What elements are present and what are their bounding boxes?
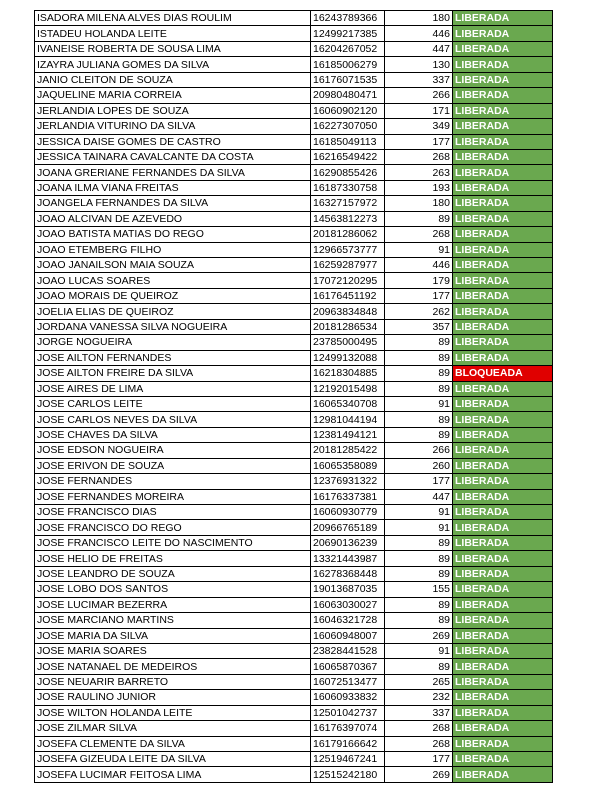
status-cell: LIBERADA [453,335,553,350]
status-cell: LIBERADA [453,613,553,628]
id-number-cell: 12376931322 [311,474,385,489]
id-number-cell: 16065340708 [311,396,385,411]
id-number-cell: 16176397074 [311,721,385,736]
table-row [35,211,553,226]
table-row [35,242,553,257]
value-cell: 260 [385,458,453,473]
table-row [35,458,553,473]
status-cell: LIBERADA [453,350,553,365]
id-number-cell: 16060902120 [311,103,385,118]
beneficiary-table [34,10,553,783]
value-cell: 357 [385,319,453,334]
name-cell: JOSE ZILMAR SILVA [35,721,311,736]
id-number-cell: 17072120295 [311,273,385,288]
value-cell: 268 [385,227,453,242]
name-cell: JOSE CARLOS LEITE [35,396,311,411]
status-cell: LIBERADA [453,752,553,767]
table-row [35,396,553,411]
value-cell: 91 [385,242,453,257]
table-row [35,149,553,164]
status-cell: LIBERADA [453,551,553,566]
name-cell: ISTADEU HOLANDA LEITE [35,26,311,41]
table-row [35,613,553,628]
name-cell: JOSE LUCIMAR BEZERRA [35,597,311,612]
name-cell: JOSE RAULINO JUNIOR [35,690,311,705]
name-cell: JOAO ALCIVAN DE AZEVEDO [35,211,311,226]
id-number-cell: 13321443987 [311,551,385,566]
table-row [35,721,553,736]
value-cell: 265 [385,674,453,689]
name-cell: JOSEFA GIZEUDA LEITE DA SILVA [35,752,311,767]
value-cell: 89 [385,659,453,674]
table-row [35,520,553,535]
name-cell: JOAO LUCAS SOARES [35,273,311,288]
id-number-cell: 12515242180 [311,767,385,782]
id-number-cell: 16063030027 [311,597,385,612]
id-number-cell: 16278368448 [311,566,385,581]
status-cell: LIBERADA [453,566,553,581]
id-number-cell: 16290855426 [311,165,385,180]
status-cell: LIBERADA [453,582,553,597]
name-cell: JOSE NEUARIR BARRETO [35,674,311,689]
status-cell: LIBERADA [453,520,553,535]
name-cell: JOSE WILTON HOLANDA LEITE [35,705,311,720]
status-cell: LIBERADA [453,643,553,658]
value-cell: 337 [385,705,453,720]
id-number-cell: 16218304885 [311,366,385,381]
table-row [35,288,553,303]
value-cell: 89 [385,211,453,226]
value-cell: 177 [385,752,453,767]
id-number-cell: 23828441528 [311,643,385,658]
name-cell: JOSEFA LUCIMAR FEITOSA LIMA [35,767,311,782]
value-cell: 91 [385,643,453,658]
status-cell: LIBERADA [453,535,553,550]
value-cell: 91 [385,520,453,535]
status-cell: LIBERADA [453,736,553,751]
table-row [35,134,553,149]
status-cell: LIBERADA [453,288,553,303]
value-cell: 89 [385,366,453,381]
table-row [35,690,553,705]
status-cell: LIBERADA [453,659,553,674]
name-cell: JOSE AIRES DE LIMA [35,381,311,396]
status-cell: LIBERADA [453,258,553,273]
value-cell: 89 [385,412,453,427]
name-cell: JORDANA VANESSA SILVA NOGUEIRA [35,319,311,334]
name-cell: JOSE FRANCISCO DIAS [35,505,311,520]
name-cell: JOSE FRANCISCO DO REGO [35,520,311,535]
status-cell: LIBERADA [453,674,553,689]
value-cell: 89 [385,613,453,628]
table-row [35,258,553,273]
value-cell: 232 [385,690,453,705]
id-number-cell: 16187330758 [311,180,385,195]
status-cell: LIBERADA [453,196,553,211]
id-number-cell: 16046321728 [311,613,385,628]
id-number-cell: 20181286062 [311,227,385,242]
name-cell: JOSE FERNANDES MOREIRA [35,489,311,504]
status-cell: LIBERADA [453,11,553,26]
status-cell: LIBERADA [453,381,553,396]
name-cell: JOAO BATISTA MATIAS DO REGO [35,227,311,242]
value-cell: 89 [385,350,453,365]
name-cell: JOAO JANAILSON MAIA SOUZA [35,258,311,273]
table-row [35,57,553,72]
status-cell: LIBERADA [453,319,553,334]
name-cell: JERLANDIA VITURINO DA SILVA [35,119,311,134]
name-cell: IZAYRA JULIANA GOMES DA SILVA [35,57,311,72]
value-cell: 177 [385,134,453,149]
status-cell: LIBERADA [453,474,553,489]
status-cell: LIBERADA [453,489,553,504]
value-cell: 89 [385,335,453,350]
id-number-cell: 20963834848 [311,304,385,319]
table-row [35,767,553,782]
status-cell: LIBERADA [453,41,553,56]
value-cell: 263 [385,165,453,180]
status-cell: LIBERADA [453,227,553,242]
value-cell: 179 [385,273,453,288]
id-number-cell: 19013687035 [311,582,385,597]
name-cell: JOAO MORAIS DE QUEIROZ [35,288,311,303]
table-row [35,566,553,581]
status-cell: LIBERADA [453,767,553,782]
value-cell: 91 [385,505,453,520]
table-row [35,505,553,520]
value-cell: 269 [385,628,453,643]
table-row [35,597,553,612]
name-cell: JANIO CLEITON DE SOUZA [35,72,311,87]
value-cell: 130 [385,57,453,72]
name-cell: JAQUELINE MARIA CORREIA [35,88,311,103]
status-cell: LIBERADA [453,705,553,720]
id-number-cell: 16259287977 [311,258,385,273]
status-cell: LIBERADA [453,690,553,705]
id-number-cell: 16185006279 [311,57,385,72]
status-cell: LIBERADA [453,458,553,473]
table-row [35,412,553,427]
id-number-cell: 16227307050 [311,119,385,134]
value-cell: 155 [385,582,453,597]
name-cell: JOANA GRERIANE FERNANDES DA SILVA [35,165,311,180]
status-cell: LIBERADA [453,396,553,411]
status-cell: LIBERADA [453,242,553,257]
id-number-cell: 16243789366 [311,11,385,26]
status-cell: LIBERADA [453,180,553,195]
id-number-cell: 12519467241 [311,752,385,767]
status-cell: LIBERADA [453,26,553,41]
status-cell: LIBERADA [453,165,553,180]
id-number-cell: 20181286534 [311,319,385,334]
status-cell: LIBERADA [453,304,553,319]
name-cell: JOSE NATANAEL DE MEDEIROS [35,659,311,674]
status-cell: LIBERADA [453,273,553,288]
value-cell: 268 [385,721,453,736]
id-number-cell: 12192015498 [311,381,385,396]
id-number-cell: 16060933832 [311,690,385,705]
id-number-cell: 12499217385 [311,26,385,41]
value-cell: 447 [385,489,453,504]
table-row [35,196,553,211]
id-number-cell: 16176451192 [311,288,385,303]
table-row [35,381,553,396]
name-cell: JOSE FERNANDES [35,474,311,489]
name-cell: JOSE FRANCISCO LEITE DO NASCIMENTO [35,535,311,550]
table-row [35,674,553,689]
value-cell: 89 [385,566,453,581]
value-cell: 180 [385,11,453,26]
table-row [35,350,553,365]
id-number-cell: 23785000495 [311,335,385,350]
status-cell: LIBERADA [453,211,553,226]
status-cell: LIBERADA [453,134,553,149]
table-row [35,427,553,442]
status-cell: LIBERADA [453,443,553,458]
name-cell: JOSE HELIO DE FREITAS [35,551,311,566]
status-cell: LIBERADA [453,57,553,72]
table-row [35,72,553,87]
name-cell: JOSE AILTON FREIRE DA SILVA [35,366,311,381]
status-cell: LIBERADA [453,72,553,87]
value-cell: 89 [385,535,453,550]
table-row [35,335,553,350]
status-cell: LIBERADA [453,88,553,103]
table-row [35,736,553,751]
table-row [35,535,553,550]
value-cell: 177 [385,474,453,489]
table-row [35,659,553,674]
value-cell: 266 [385,443,453,458]
status-cell: LIBERADA [453,412,553,427]
name-cell: JESSICA DAISE GOMES DE CASTRO [35,134,311,149]
name-cell: JOSE MARIA SOARES [35,643,311,658]
value-cell: 266 [385,88,453,103]
table-row [35,11,553,26]
status-cell: LIBERADA [453,597,553,612]
status-cell: LIBERADA [453,103,553,118]
name-cell: JOSE LEANDRO DE SOUZA [35,566,311,581]
status-cell: LIBERADA [453,149,553,164]
value-cell: 349 [385,119,453,134]
table-row [35,304,553,319]
id-number-cell: 20181285422 [311,443,385,458]
value-cell: 268 [385,736,453,751]
value-cell: 177 [385,288,453,303]
id-number-cell: 16327157972 [311,196,385,211]
id-number-cell: 12981044194 [311,412,385,427]
status-cell: LIBERADA [453,427,553,442]
table-row [35,103,553,118]
table-row [35,165,553,180]
value-cell: 446 [385,258,453,273]
name-cell: JOSE LOBO DOS SANTOS [35,582,311,597]
value-cell: 171 [385,103,453,118]
value-cell: 262 [385,304,453,319]
name-cell: JOSE AILTON FERNANDES [35,350,311,365]
value-cell: 89 [385,381,453,396]
table-row [35,227,553,242]
table-row [35,366,553,381]
id-number-cell: 12499132088 [311,350,385,365]
table-row [35,443,553,458]
name-cell: JOSE CARLOS NEVES DA SILVA [35,412,311,427]
table-row [35,643,553,658]
table-row [35,319,553,334]
id-number-cell: 16176071535 [311,72,385,87]
value-cell: 89 [385,551,453,566]
table-row [35,26,553,41]
table-row [35,180,553,195]
table-row [35,88,553,103]
value-cell: 268 [385,149,453,164]
name-cell: JOSE EDSON NOGUEIRA [35,443,311,458]
value-cell: 180 [385,196,453,211]
name-cell: JERLANDIA LOPES DE SOUZA [35,103,311,118]
table-row [35,582,553,597]
value-cell: 91 [385,396,453,411]
id-number-cell: 12381494121 [311,427,385,442]
table-row [35,628,553,643]
name-cell: JORGE NOGUEIRA [35,335,311,350]
value-cell: 446 [385,26,453,41]
id-number-cell: 16072513477 [311,674,385,689]
name-cell: JOANA ILMA VIANA FREITAS [35,180,311,195]
id-number-cell: 14563812273 [311,211,385,226]
value-cell: 337 [385,72,453,87]
table-row [35,705,553,720]
value-cell: 193 [385,180,453,195]
id-number-cell: 12501042737 [311,705,385,720]
id-number-cell: 16185049113 [311,134,385,149]
status-cell: LIBERADA [453,119,553,134]
name-cell: ISADORA MILENA ALVES DIAS ROULIM [35,11,311,26]
name-cell: IVANEISE ROBERTA DE SOUSA LIMA [35,41,311,56]
id-number-cell: 20980480471 [311,88,385,103]
name-cell: JESSICA TAINARA CAVALCANTE DA COSTA [35,149,311,164]
name-cell: JOSE MARIA DA SILVA [35,628,311,643]
id-number-cell: 20966765189 [311,520,385,535]
table-row [35,273,553,288]
table-row [35,752,553,767]
id-number-cell: 16204267052 [311,41,385,56]
value-cell: 89 [385,597,453,612]
id-number-cell: 20690136239 [311,535,385,550]
table-row [35,551,553,566]
name-cell: JOELIA ELIAS DE QUEIROZ [35,304,311,319]
value-cell: 447 [385,41,453,56]
status-cell: LIBERADA [453,628,553,643]
id-number-cell: 16176337381 [311,489,385,504]
value-cell: 89 [385,427,453,442]
table-row [35,489,553,504]
name-cell: JOAO ETEMBERG FILHO [35,242,311,257]
name-cell: JOSE CHAVES DA SILVA [35,427,311,442]
name-cell: JOSE MARCIANO MARTINS [35,613,311,628]
table-row [35,474,553,489]
name-cell: JOSE ERIVON DE SOUZA [35,458,311,473]
id-number-cell: 16060930779 [311,505,385,520]
status-cell: LIBERADA [453,505,553,520]
id-number-cell: 16065870367 [311,659,385,674]
status-cell: LIBERADA [453,721,553,736]
id-number-cell: 16216549422 [311,149,385,164]
name-cell: JOANGELA FERNANDES DA SILVA [35,196,311,211]
table-row [35,119,553,134]
value-cell: 269 [385,767,453,782]
id-number-cell: 16065358089 [311,458,385,473]
name-cell: JOSEFA CLEMENTE DA SILVA [35,736,311,751]
table-body [35,11,553,783]
status-cell: BLOQUEADA [453,366,553,381]
table-row [35,41,553,56]
id-number-cell: 16179166642 [311,736,385,751]
id-number-cell: 12966573777 [311,242,385,257]
id-number-cell: 16060948007 [311,628,385,643]
